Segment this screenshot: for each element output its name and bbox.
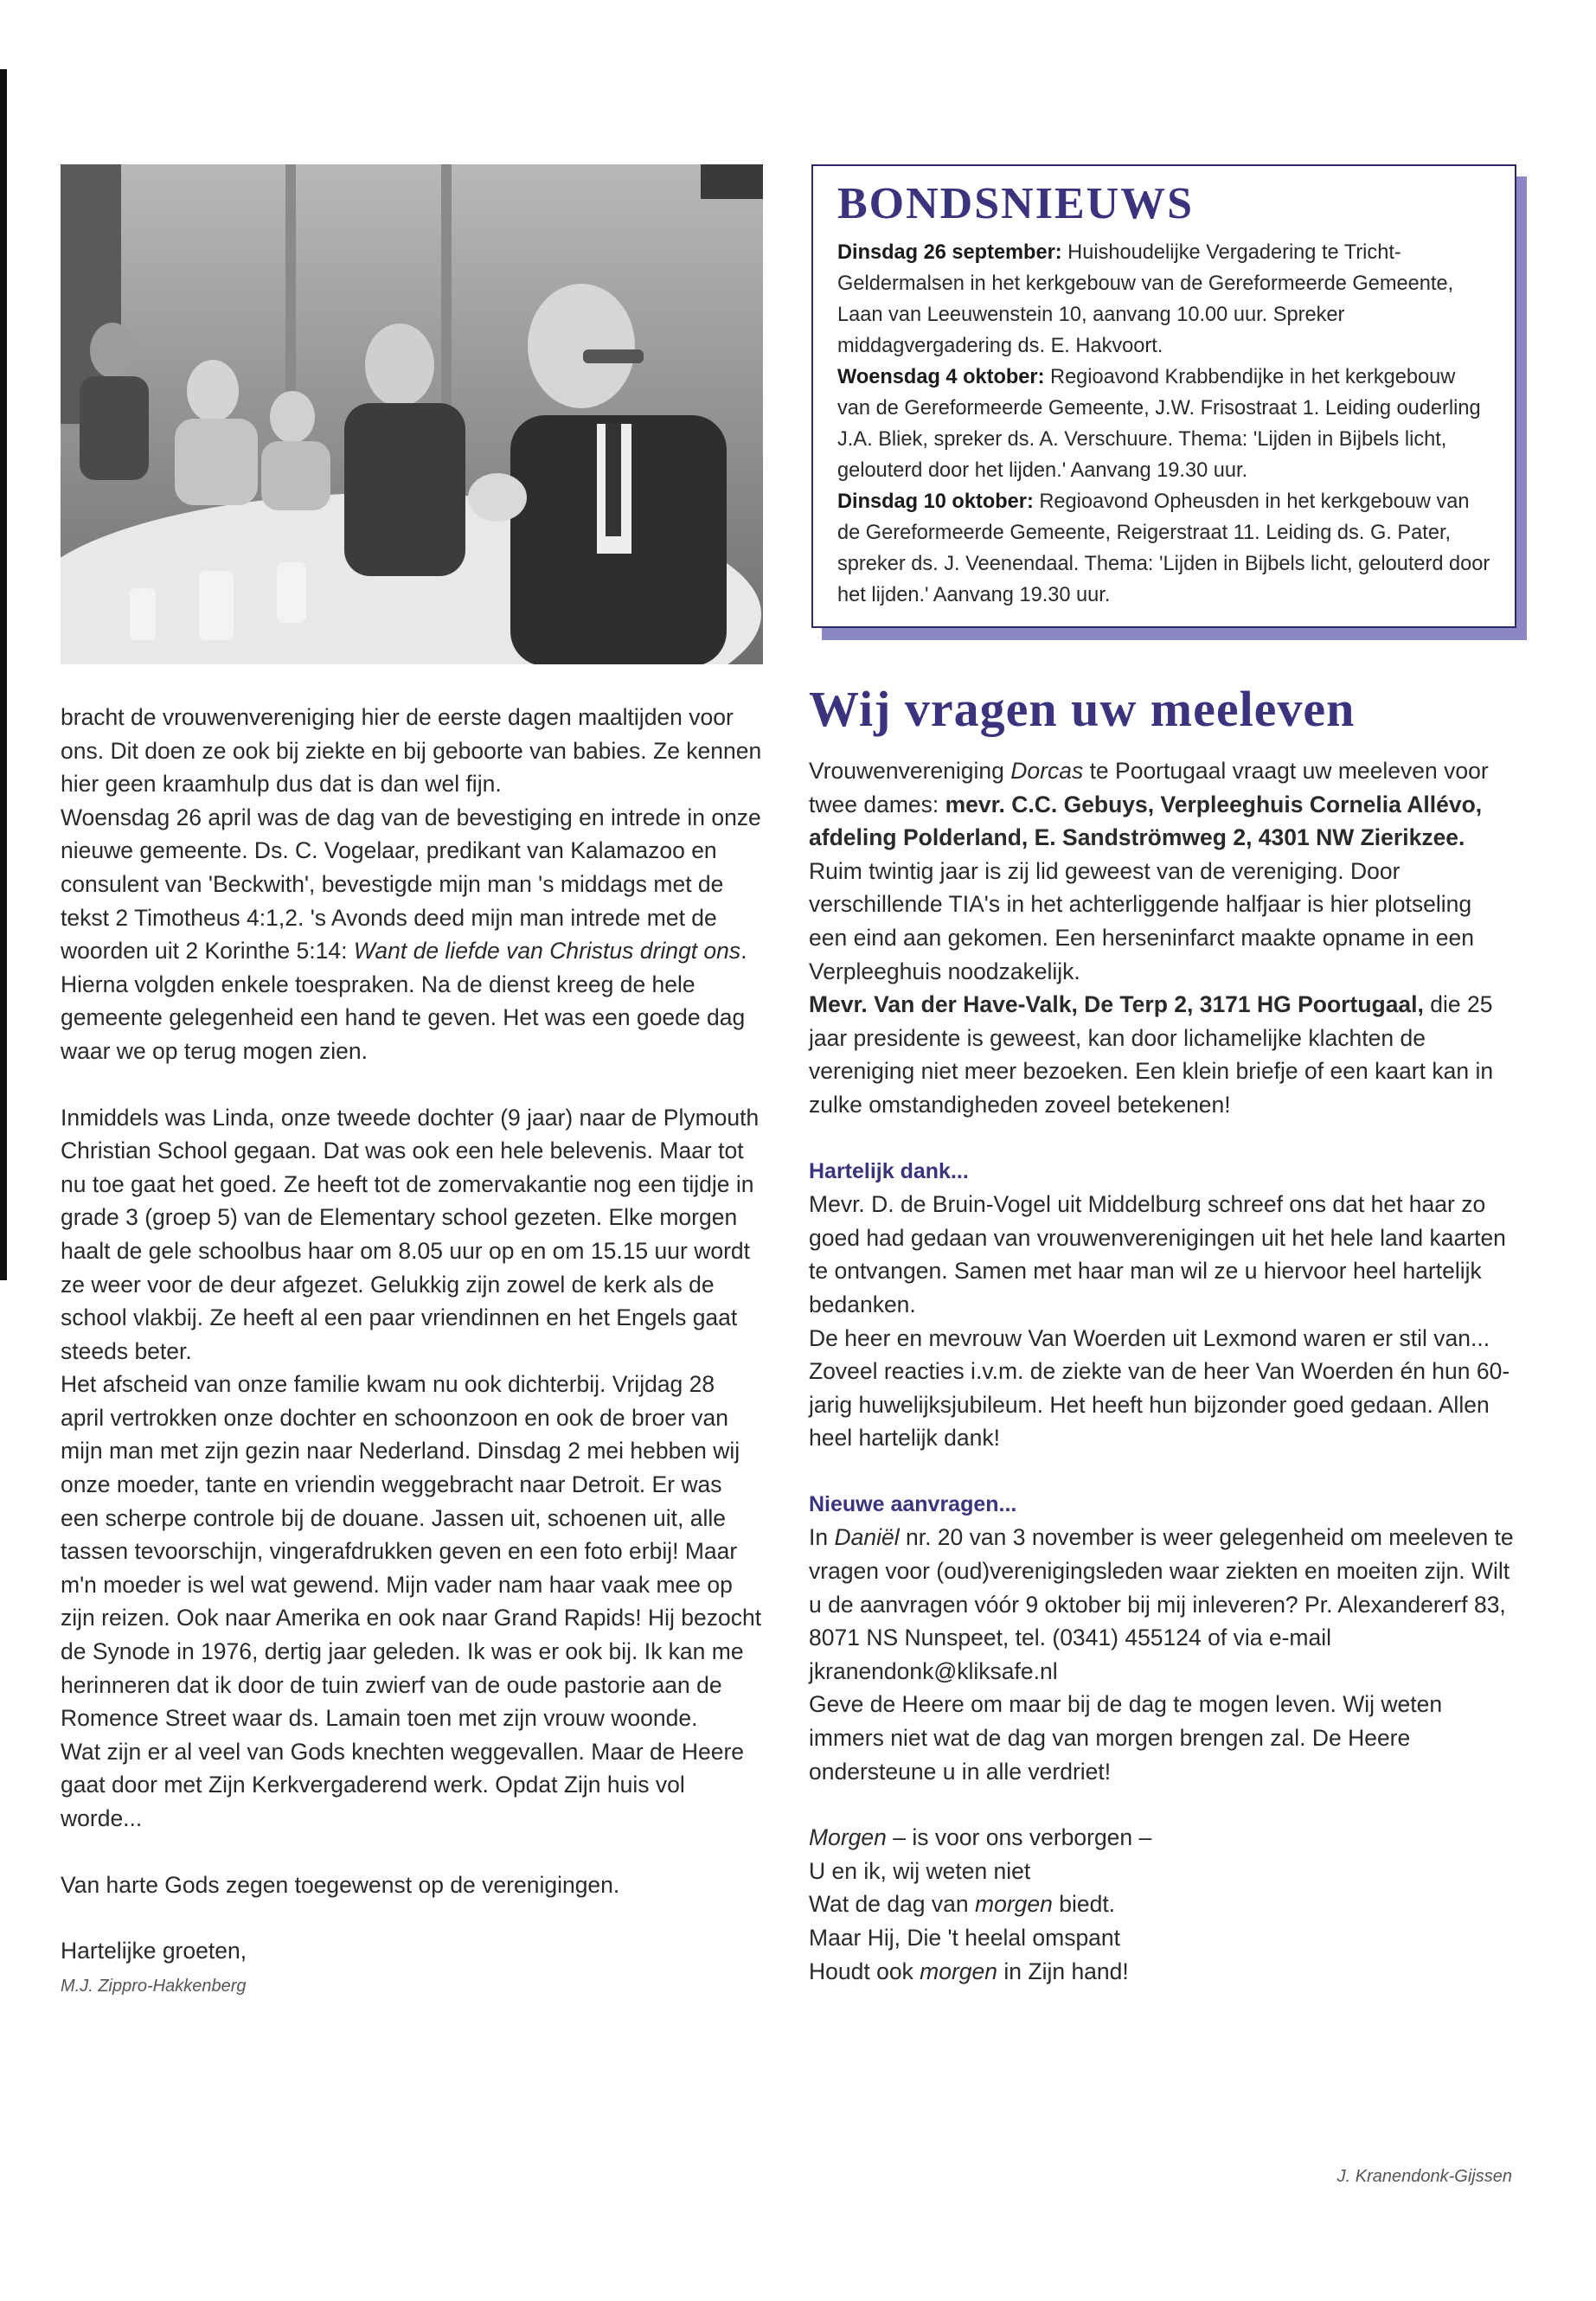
event-item: Woensdag 4 oktober: Regioavond Krabbendijke in het kerkgebouw van de Gereformeerde Gemeente, J.W. Frisostraat 1. Leiding ouderling J.A. Bliek, spreker ds. A. Verschuure. Thema: 'Lijden in Bijbels licht, gelouterd door het lijden.' Aanvang 19.30 uur. — [837, 366, 1481, 482]
left-column — [61, 164, 763, 2003]
poem: Morgen – is voor ons verborgen – U en ik, wij weten niet Wat de dag van morgen biedt. Maar Hij, Die 't heelal omspant Houdt ook morgen in Zijn hand! — [809, 1824, 1152, 1984]
subheading-thanks: Hartelijk dank... — [809, 1158, 969, 1183]
bondsnieuws-title: BONDSNIEUWS — [837, 179, 1195, 228]
group-photo — [61, 164, 763, 664]
photo-illustration — [61, 164, 763, 664]
paragraph: Woensdag 26 april was de dag van de bevestiging en intrede in onze nieuwe gemeente. Ds. C. Vogelaar, predikant van Kalamazoo en consulent van 'Beckwith', bevestigde mijn man 's middags met de tekst 2 Timotheus 4:1,2. 's Avonds deed mijn man intrede met de woorden uit 2 Korinthe 5:14: Want de liefde van Christus dringt ons. Hierna volgden enkele toespraken. Na de dienst kreeg de hele gemeente gelegenheid een hand te geven. Het was een goede dag waar we op terug mogen zien. — [61, 804, 761, 1064]
right-article-text — [809, 754, 1514, 1988]
subheading-requests: Nieuwe aanvragen... — [809, 1491, 1017, 1516]
bondsnieuws-box — [811, 164, 1516, 628]
right-column — [809, 164, 1514, 1988]
closing-greeting: Hartelijke groeten, — [61, 1938, 247, 1965]
section-title: Wij vragen uw meeleven — [809, 681, 1356, 737]
author-signature-right: J. Kranendonk-Gijssen — [1336, 2167, 1512, 2186]
event-item: Dinsdag 10 oktober: Regioavond Opheusden in het kerkgebouw van de Gereformeerde Gemeente, Reigerstraat 11. Leiding ds. G. Pater, spreker ds. J. Veenendaal. Thema: 'Lijden in Bijbels licht, gelouterd door het lijden.' Aanvang 19.30 uur. — [837, 490, 1490, 606]
paragraph: Geve de Heere om maar bij de dag te mogen leven. Wij weten immers niet wat de dag van morgen brengen zal. De Heere ondersteune u in alle verdriet! — [809, 1691, 1443, 1785]
paragraph: bracht de vrouwenvereniging hier de eerste dagen maaltijden voor ons. Dit doen ze ook bij ziekte en bij geboorte van babies. Ze kennen hier geen kraamhulp dus dat is dan wel fijn. — [61, 704, 762, 798]
paragraph: De heer en mevrouw Van Woerden uit Lexmond waren er stil van... Zoveel reacties i.v.m. de ziekte van de heer Van Woerden én hun 60-jarig huwelijksjubileum. Het heeft hun bijzonder goed gedaan. Allen heel hartelijk dank! — [809, 1324, 1510, 1452]
paragraph: Mevr. D. de Bruin-Vogel uit Middelburg schreef ons dat het haar zo goed had gedaan van vrouwenverenigingen uit het hele land kaarten te ontvangen. Samen met haar man wil ze u hiervoor heel hartelijk bedanken. — [809, 1191, 1506, 1317]
paragraph: Van harte Gods zegen toegewenst op de verenigingen. — [61, 1871, 620, 1898]
paragraph: Het afscheid van onze familie kwam nu ook dichterbij. Vrijdag 28 april vertrokken onze dochter en schoonzoon en ook de broer van mijn man met zijn gezin naar Nederland. Dinsdag 2 mei hebben wij onze moeder, tante en vriendin weggebracht naar Detroit. Er was een scherpe controle bij de douane. Jassen uit, schoenen uit, alle tassen tevoorschijn, vingerafdrukken geven en een foto erbij! Maar m'n moeder is wel wat gewend. Mijn vader nam haar vaak mee op zijn reizen. Ook naar Amerika en ook naar Grand Rapids! Hij bezocht de Synode in 1976, dertig jaar geleden. Ik was er ook bij. Ik kan me herinneren dat ik door de tuin zwierf van de oude pastorie aan de Romence Street waar ds. Lamain toen met zijn vrouw woonde. — [61, 1371, 762, 1732]
left-article-text — [61, 701, 763, 2003]
event-item: Dinsdag 26 september: Huishoudelijke Vergadering te Tricht-Geldermalsen in het kerkgebouw van de Gereformeerde Gemeente, Laan van Leeuwenstein 10, aanvang 10.00 uur. Spreker middagvergadering ds. E. Hakvoort. — [837, 241, 1454, 357]
paragraph: Vrouwenvereniging Dorcas te Poortugaal vraagt uw meeleven voor twee dames: mevr. C.C. Gebuys, Verpleeghuis Cornelia Allévo, afdeling Polderland, E. Sandströmweg 2, 4301 NW Zierikzee. Ruim twintig jaar is zij lid geweest van de vereniging. Door verschillende TIA's in het achterliggende halfjaar is hier plotseling een eind aan gekomen. Een herseninfarct maakte opname in een Verpleeghuis noodzakelijk. — [809, 758, 1489, 984]
paragraph: Inmiddels was Linda, onze tweede dochter (9 jaar) naar de Plymouth Christian School gegaan. Dat was ook een hele belevenis. Maar tot nu toe gaat het goed. Ze heeft tot de zomervakantie nog een tijdje in grade 3 (groep 5) van de Elementary school gezeten. Elke morgen haalt de gele schoolbus haar om 8.05 uur op en om 15.15 uur wordt ze weer voor de deur afgezet. Gelukkig zijn zowel de kerk als de school vlakbij. Ze heeft al een paar vriendinnen en het Engels gaat steeds beter. — [61, 1104, 760, 1364]
paragraph: Wat zijn er al veel van Gods knechten weggevallen. Maar de Heere gaat door met Zijn Kerkvergaderend werk. Opdat Zijn huis vol worde... — [61, 1738, 745, 1831]
author-signature: M.J. Zippro-Hakkenberg — [61, 1976, 247, 1996]
paragraph: Mevr. Van der Have-Valk, De Terp 2, 3171 HG Poortugaal, die 25 jaar presidente is geweest, kan door lichamelijke klachten de vereniging niet meer bezoeken. Een klein briefje of een kaart kan in zulke omstandigheden zoveel betekenen! — [809, 991, 1494, 1118]
page-edge — [0, 69, 7, 1280]
paragraph: In Daniël nr. 20 van 3 november is weer gelegenheid om meeleven te vragen voor (oud)verenigingsleden waar ziekten en moeiten zijn. Wilt u de aanvragen vóór 9 oktober bij mij inleveren? Pr. Alexandererf 83, 8071 NS Nunspeet, tel. (0341) 455124 of via e-mail jkranendonk@kliksafe.nl — [809, 1524, 1514, 1684]
